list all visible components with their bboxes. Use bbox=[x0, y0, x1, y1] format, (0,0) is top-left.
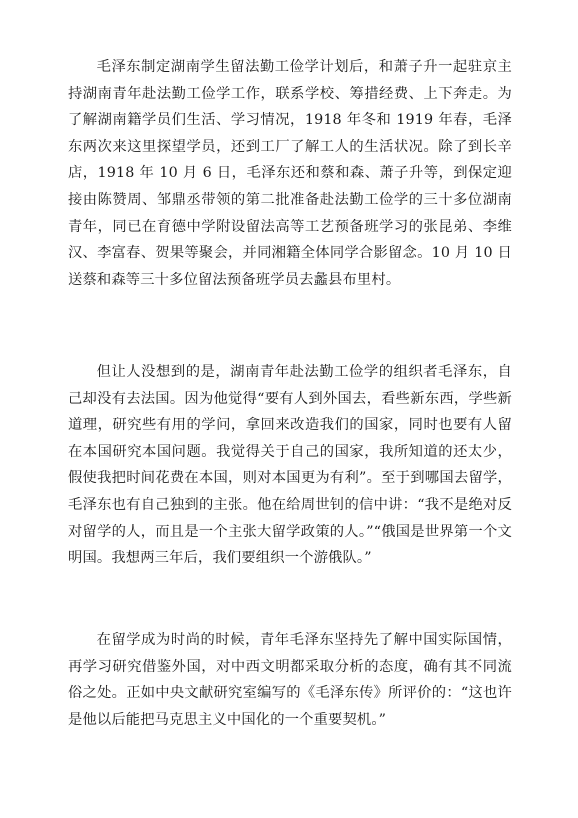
paragraph-1: 毛泽东制定湖南学生留法勤工俭学计划后，和萧子升一起驻京主持湖南青年赴法勤工俭学工作，联系学校、筹措经费、上下奔走。为了解湖南籍学员们生活、学习情况，1918 年冬和 1919 年春，毛泽东两次来这里探望学员，还到工厂了解工人的生活状况。除了到长辛店，1918 年 10 月 6 日，毛泽东还和蔡和森、萧子升等，到保定迎接由陈赞周、邹鼎丞带领的第二批准备赴法勤工俭学的三十多位湖南青年，同已在育德中学附设留法高等工艺预备班学习的张昆弟、李维汉、李富春、贺果等聚会，并同湘籍全体同学合影留念。10 月 10 日送蔡和森等三十多位留法预备班学员去蠡县布里村。 bbox=[68, 59, 512, 288]
paragraph-2: 但让人没想到的是，湖南青年赴法勤工俭学的组织者毛泽东，自己却没有去法国。因为他觉得“要有人到外国去，看些新东西，学些新道理，研究些有用的学问，拿回来改造我们的国家，同时也要有人留在本国研究本国问题。我觉得关于自己的国家，我所知道的还太少，假使我把时间花费在本国，则对本国更为有利”。至于到哪国去留学，毛泽东也有自己独到的主张。他在给周世钊的信中讲：“我不是绝对反对留学的人，而且是一个主张大留学政策的人。”“俄国是世界第一个文明国。我想两三年后，我们要组织一个游俄队。” bbox=[68, 364, 512, 567]
paragraph-3: 在留学成为时尚的时候，青年毛泽东坚持先了解中国实际国情，再学习研究借鉴外国，对中西文明都采取分析的态度，确有其不同流俗之处。正如中央文献研究室编写的《毛泽东传》所评价的：“这也许是他以后能把马克思主义中国化的一个重要契机。” bbox=[68, 632, 512, 728]
